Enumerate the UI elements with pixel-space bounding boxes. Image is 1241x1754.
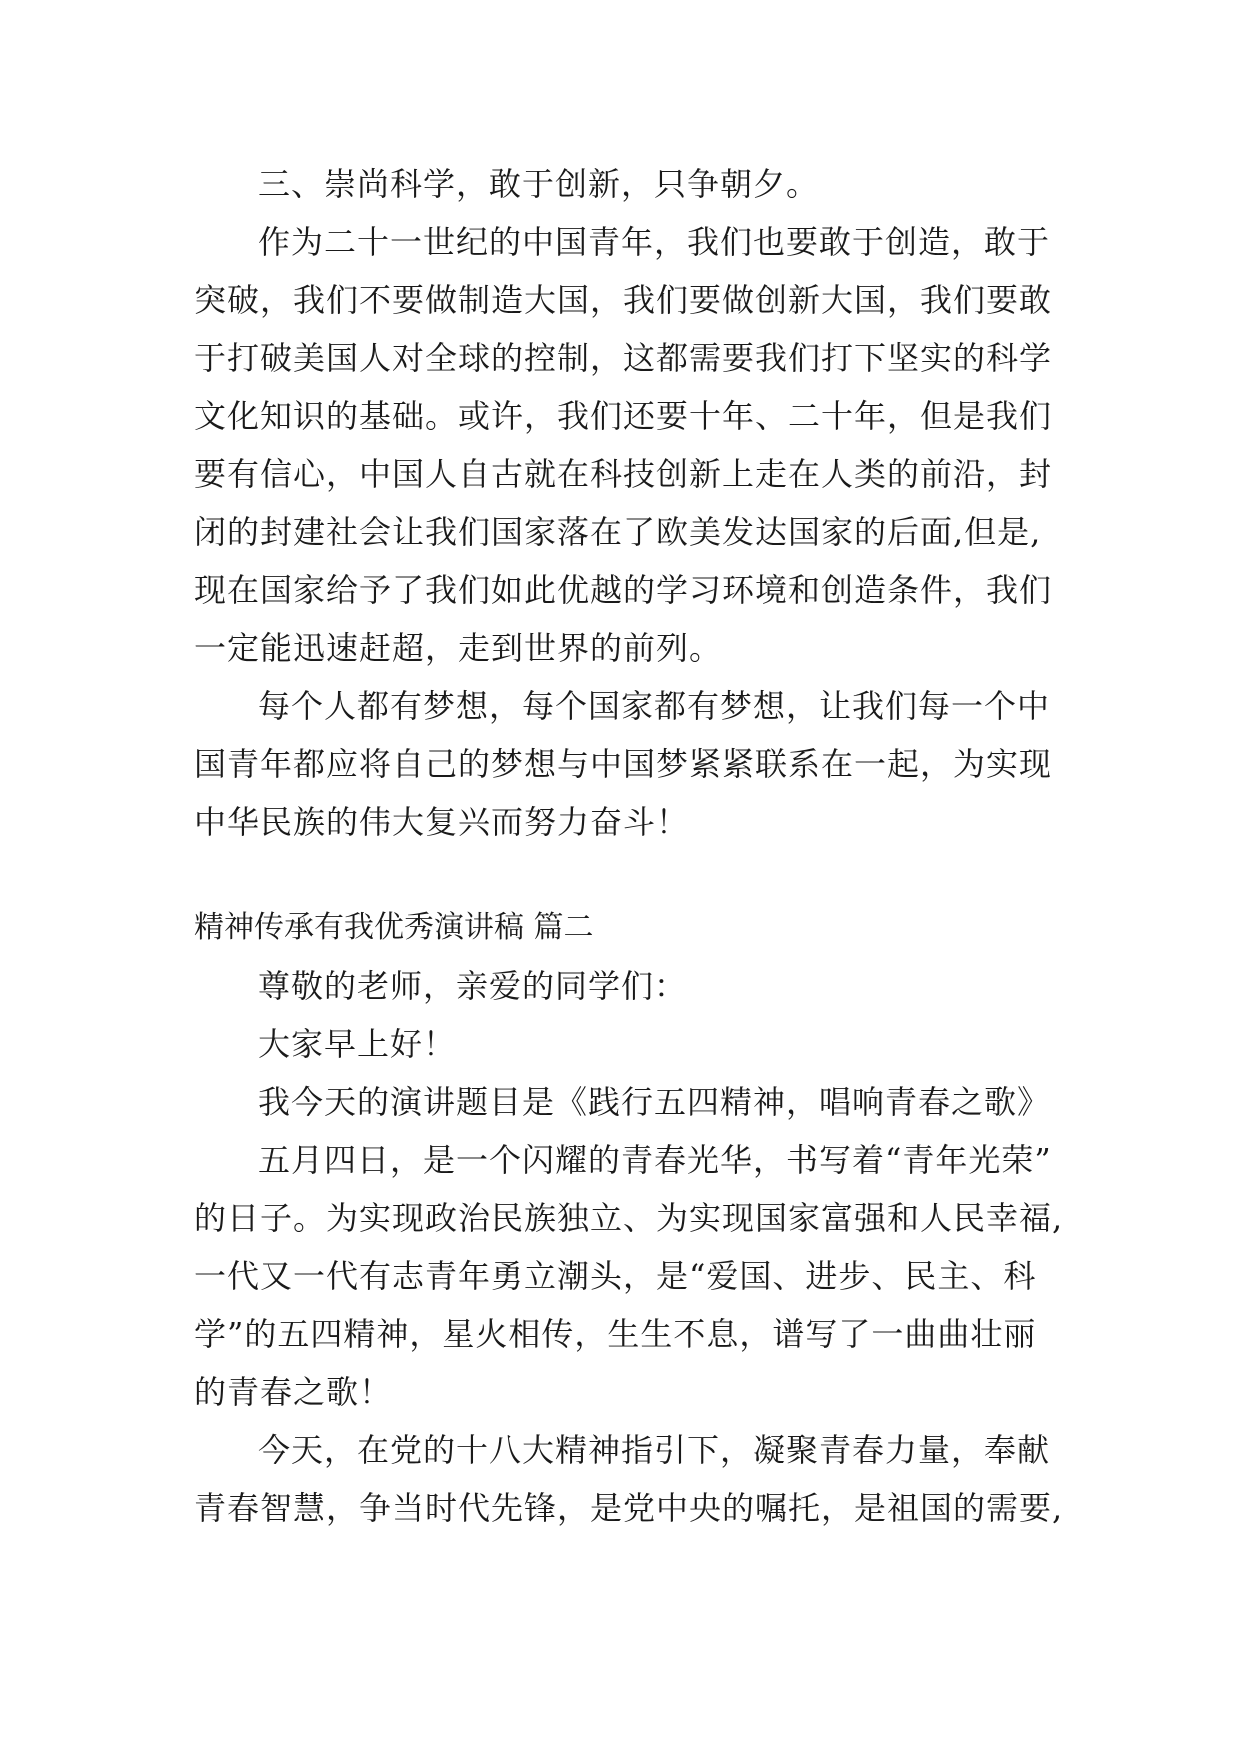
text-line: 一定能迅速赶超，走到世界的前列。 <box>194 629 723 667</box>
salutation: 尊敬的老师，亲爱的同学们： <box>258 967 688 1005</box>
text-line: 闭的封建社会让我们国家落在了欧美发达国家的后面,但是, <box>194 513 1042 551</box>
text-line: 作为二十一世纪的中国青年，我们也要敢于创造，敢于 <box>258 223 1051 261</box>
speech-topic: 我今天的演讲题目是《践行五四精神，唱响青春之歌》 <box>258 1083 1051 1121</box>
text-line: 文化知识的基础。或许，我们还要十年、二十年，但是我们 <box>194 397 1053 435</box>
paragraph-may-fourth <box>194 1131 1064 1421</box>
text-line: 突破，我们不要做制造大国，我们要做创新大国，我们要敢 <box>194 281 1053 319</box>
paragraph-innovation <box>194 213 1054 677</box>
section-spacer <box>194 851 1054 899</box>
section-heading: 三、崇尚科学，敢于创新，只争朝夕。 <box>258 165 820 203</box>
text-line: 五月四日，是一个闪耀的青春光华，书写着“青年光荣” <box>258 1141 1052 1179</box>
text-line: 中华民族的伟大复兴而努力奋斗！ <box>194 803 690 841</box>
text-line: 每个人都有梦想，每个国家都有梦想，让我们每一个中 <box>258 687 1051 725</box>
part-title: 精神传承有我优秀演讲稿 篇二 <box>194 910 594 945</box>
paragraph-today <box>194 1421 1064 1537</box>
text-line: 的青春之歌！ <box>194 1373 393 1411</box>
document-body <box>194 155 1064 1537</box>
paragraph-dream <box>194 677 1054 851</box>
text-line: 青春智慧，争当时代先锋，是党中央的嘱托，是祖国的需要, <box>194 1489 1064 1527</box>
text-line: 今天，在党的十八大精神指引下，凝聚青春力量，奉献 <box>258 1431 1051 1469</box>
text-line: 要有信心，中国人自古就在科技创新上走在人类的前沿，封 <box>194 455 1053 493</box>
greeting-line: 大家早上好！ <box>258 1025 457 1063</box>
text-line: 国青年都应将自己的梦想与中国梦紧紧联系在一起，为实现 <box>194 745 1053 783</box>
text-line: 一代又一代有志青年勇立潮头，是“爱国、进步、民主、科 <box>194 1257 1037 1295</box>
text-line: 于打破美国人对全球的控制，这都需要我们打下坚实的科学 <box>194 339 1053 377</box>
text-line: 学”的五四精神，星火相传，生生不息，谱写了一曲曲壮丽 <box>194 1315 1037 1353</box>
text-line: 的日子。为实现政治民族独立、为实现国家富强和人民幸福, <box>194 1199 1064 1237</box>
text-line: 现在国家给予了我们如此优越的学习环境和创造条件，我们 <box>194 571 1053 609</box>
